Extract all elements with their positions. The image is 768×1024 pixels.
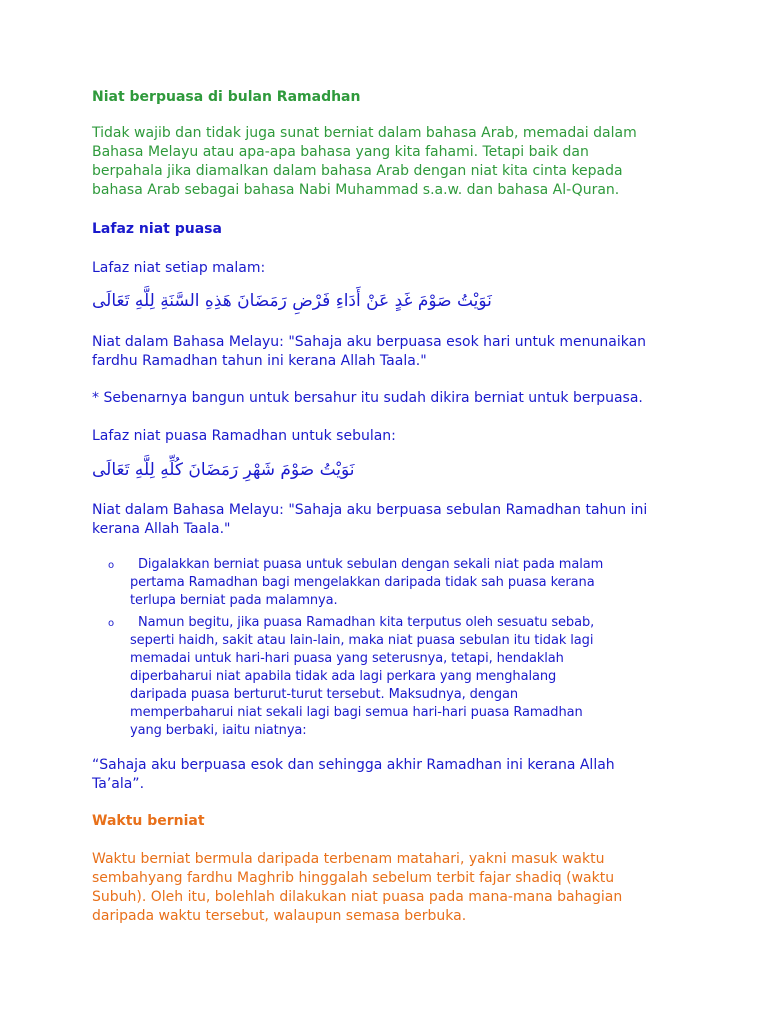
list-item-line: daripada puasa berturut-turut tersebut. Maksudnya, dengan bbox=[130, 687, 518, 702]
list-item-line: diperbaharui niat apabila tidak ada lagi perkara yang menghalang bbox=[130, 669, 557, 684]
list-item bbox=[108, 556, 668, 610]
list-item bbox=[108, 614, 668, 740]
list-item-line: yang berbaki, iaitu niatnya: bbox=[130, 723, 307, 738]
notes-list bbox=[108, 556, 668, 740]
list-item-line: Namun begitu, jika puasa Ramadhan kita terputus oleh sesuatu sebab, bbox=[138, 615, 595, 630]
waktu-line: Waktu berniat bermula daripada terbenam matahari, yakni masuk waktu bbox=[92, 851, 605, 867]
nightly-label bbox=[92, 259, 692, 278]
waktu-line: Subuh). Oleh itu, bolehlah dilakukan niat puasa pada mana-mana bahagian bbox=[92, 889, 623, 905]
nightly-arabic-text: نَوَيْتُ صَوْمَ غَدٍ عَنْ أَدَاءِ فَرْضِ رَمَضَانَ هَذِهِ السَّنَةِ لِلَّهِ تَعَالَى bbox=[92, 291, 492, 311]
bullet-marker: o bbox=[108, 560, 115, 571]
monthly-malay-line: kerana Allah Taala." bbox=[92, 521, 231, 537]
list-item-line: pertama Ramadhan bagi mengelakkan daripada tidak sah puasa kerana bbox=[130, 575, 595, 590]
monthly-malay-paragraph bbox=[92, 501, 692, 539]
renewed-niat-line: Ta’ala”. bbox=[92, 776, 145, 792]
monthly-label-text: Lafaz niat puasa Ramadhan untuk sebulan: bbox=[92, 428, 396, 444]
monthly-label bbox=[92, 427, 692, 446]
waktu-paragraph bbox=[92, 850, 692, 926]
waktu-line: sembahyang fardhu Maghrib hinggalah sebelum terbit fajar shadiq (waktu bbox=[92, 870, 615, 886]
list-item-line: terlupa berniat pada malamnya. bbox=[130, 593, 338, 608]
lafaz-heading: Lafaz niat puasa bbox=[92, 221, 222, 237]
nightly-malay-paragraph bbox=[92, 333, 692, 371]
monthly-malay-line: Niat dalam Bahasa Melayu: "Sahaja aku berpuasa sebulan Ramadhan tahun ini bbox=[92, 502, 648, 518]
intro-paragraph bbox=[92, 124, 692, 200]
list-item-line: memadai untuk hari-hari puasa yang seterusnya, tetapi, hendaklah bbox=[130, 651, 564, 666]
list-item-line: Digalakkan berniat puasa untuk sebulan dengan sekali niat pada malam bbox=[138, 557, 604, 572]
list-item-line: seperti haidh, sakit atau lain-lain, maka niat puasa sebulan itu tidak lagi bbox=[130, 633, 594, 648]
intro-line: Bahasa Melayu atau apa-apa bahasa yang kita fahami. Tetapi baik dan bbox=[92, 144, 589, 160]
nightly-label-text: Lafaz niat setiap malam: bbox=[92, 260, 266, 276]
monthly-arabic-text: نَوَيْتُ صَوْمَ شَهْرِ رَمَضَانَ كُلِّهِ لِلَّهِ تَعَالَى bbox=[92, 460, 355, 480]
intro-line: Tidak wajib dan tidak juga sunat berniat dalam bahasa Arab, memadai dalam bbox=[92, 125, 637, 141]
list-item-line: memperbaharui niat sekali lagi bagi semua hari-hari puasa Ramadhan bbox=[130, 705, 583, 720]
nightly-malay-line: Niat dalam Bahasa Melayu: "Sahaja aku berpuasa esok hari untuk menunaikan bbox=[92, 334, 647, 350]
waktu-line: daripada waktu tersebut, walaupun semasa berbuka. bbox=[92, 908, 467, 924]
intro-line: bahasa Arab sebagai bahasa Nabi Muhammad s.a.w. dan bahasa Al-Quran. bbox=[92, 182, 620, 198]
renewed-niat-paragraph bbox=[92, 756, 692, 794]
bullet-marker: o bbox=[108, 618, 115, 629]
nightly-malay-line: fardhu Ramadhan tahun ini kerana Allah Taala." bbox=[92, 353, 427, 369]
sahur-note bbox=[92, 389, 692, 408]
page-title: Niat berpuasa di bulan Ramadhan bbox=[92, 89, 361, 105]
waktu-heading: Waktu berniat bbox=[92, 813, 205, 829]
intro-line: berpahala jika diamalkan dalam bahasa Arab dengan niat kita cinta kepada bbox=[92, 163, 623, 179]
renewed-niat-line: “Sahaja aku berpuasa esok dan sehingga akhir Ramadhan ini kerana Allah bbox=[92, 757, 615, 773]
sahur-note-text: * Sebenarnya bangun untuk bersahur itu sudah dikira berniat untuk berpuasa. bbox=[92, 390, 643, 406]
